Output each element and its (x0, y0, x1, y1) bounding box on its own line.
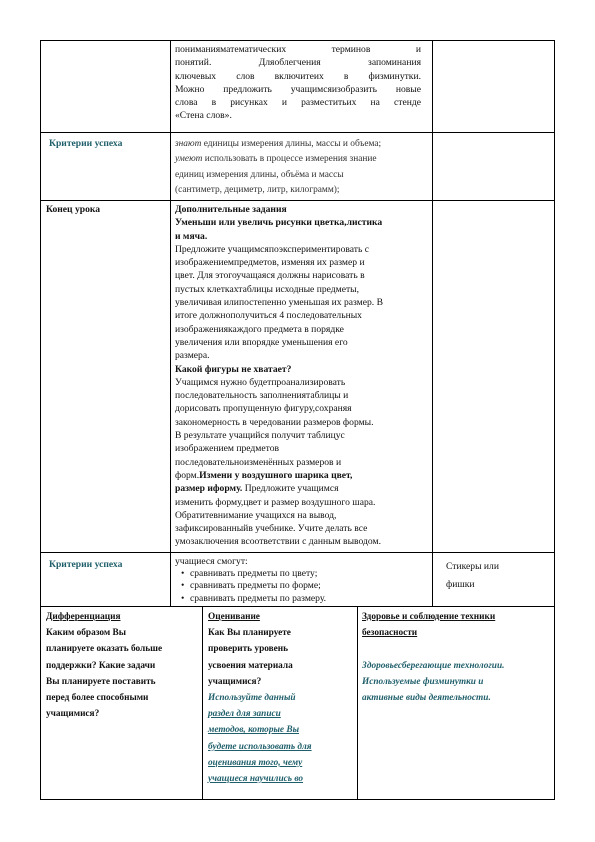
row3-line-text: итоге должнополучиться 4 последовательных (175, 310, 362, 322)
criteria-lead: знают (175, 139, 202, 149)
criteria-lead: умеют (175, 154, 203, 165)
assessment-line: Как Вы планируете (208, 628, 291, 639)
differentiation-title: Дифференциация (46, 612, 121, 622)
row1-content (175, 43, 421, 123)
row3-line (175, 389, 431, 402)
list-item: • сравнивать предметы по цвету; (184, 568, 431, 580)
row3-line-text: Какой фигуры не хватает? (175, 363, 292, 375)
row1-line: «Стена слов». (175, 110, 232, 122)
row3-line-text: закономерность в чередовании размеров формы. (175, 416, 374, 428)
criteria-bullet-list (175, 568, 431, 605)
criteria-rest: (сантиметр, дециметр, литр, килограмм); (175, 185, 340, 196)
table-bottom-border (40, 799, 555, 800)
row3-line-text: размера. (175, 350, 210, 362)
differentiation-line: поддержки? Какие задачи (46, 660, 156, 671)
criteria-rest: единиц измерения длины, объёма и массы (175, 169, 344, 180)
row3-line (175, 535, 431, 548)
criteria-line (175, 183, 431, 198)
list-item: • сравнивать предметы по размеру. (184, 593, 431, 605)
row-separator-1 (40, 132, 555, 133)
row3-line-text: изображением предметов (175, 443, 280, 455)
row3-line-text: Обратитевнимание учащихся на вывод, (175, 509, 337, 521)
row1-line: ключевых слов включитеих в физминутки. (175, 70, 421, 82)
row3-line (175, 363, 431, 376)
assessment-italic-line: оценивания того, чему (208, 757, 303, 768)
row3-line (175, 496, 431, 509)
row3-line (175, 482, 431, 495)
differentiation-line: Вы планируете поставить (46, 676, 156, 687)
assessment-italic-line: учащиеся научились во (208, 774, 303, 785)
criteria-rest: единицы измерения длины, массы и объема; (201, 139, 382, 149)
row-separator-3 (40, 552, 555, 553)
row3-line (175, 256, 431, 269)
assessment-italic-line: будете использовать для (208, 741, 312, 752)
row3-line (175, 429, 431, 442)
assessment-title: Оценивание (208, 612, 260, 622)
health-italic-line: активные виды деятельности. (362, 693, 491, 704)
row3-line (175, 336, 431, 349)
differentiation-line: перед более способными (46, 693, 149, 704)
row1-line: пониманияматематических терминов и (175, 44, 421, 55)
health-italic-line: Здоровьесберегающие технологии. (362, 660, 505, 671)
row3-line (175, 469, 431, 482)
row3-content (175, 203, 431, 549)
assessment-line: учащимися? (208, 676, 262, 687)
row3-line-text: В результате учащийся получит таблицус (175, 430, 345, 442)
health-title-line: Здоровье и соблюдение техники (362, 612, 496, 622)
row4-label: Критерии успеха (49, 559, 123, 570)
assessment-cell (208, 609, 354, 787)
resource-line: фишки (446, 579, 475, 590)
row3-line (175, 269, 431, 282)
row3-line (175, 402, 431, 415)
row3-line-text: умозаключения всоответствии с данным выводом. (175, 536, 381, 548)
differentiation-line: планируете оказать больше (46, 644, 163, 655)
row3-line-text: увеличения или впорядке уменьшения его (175, 336, 348, 348)
row3-line (175, 309, 431, 322)
row1-line: слова в рисунках и разместитьих на стенде (175, 97, 421, 109)
row3-line-text: размер иформу. (175, 483, 243, 495)
criteria-line (175, 168, 431, 183)
row2-content (175, 137, 431, 199)
row3-line (175, 230, 431, 243)
table-right-border (554, 40, 555, 800)
row3-line-text: Уменьши или увеличь рисунки цветка,листика (175, 217, 383, 229)
row3-line-text: зафиксированныйв учебнике. Учите делать все (175, 523, 368, 535)
row1-line: Можно предложить учащимсяизобразить новые (175, 83, 421, 95)
assessment-line: проверить уровень (208, 644, 289, 655)
differentiation-line: Каким образом Вы (46, 628, 127, 639)
assessment-line: усвоения материала (208, 660, 293, 671)
row3-line-text: и мяча. (175, 230, 208, 242)
row3-line-tail: Предложите учащимся (242, 483, 339, 495)
row3-line-text: изображениякаждого предмета в порядке (175, 323, 344, 335)
row3-line-text: пустых клеткахтаблицы исходные предметы, (175, 283, 360, 295)
row3-line (175, 323, 431, 336)
row3-line (175, 509, 431, 522)
row2-label: Критерии успеха (49, 138, 123, 149)
row-separator-2 (40, 200, 555, 201)
row3-line-text: Предложите учащимсяпоэкспериментировать с (175, 243, 370, 255)
health-safety-cell (362, 609, 550, 706)
assessment-italic-line: методов, которые Вы (208, 725, 300, 736)
row3-label: Конец урока (46, 204, 101, 215)
row3-line-text: увеличивая илипостепенно уменьшая их размер. В (175, 297, 383, 309)
criteria-line (175, 137, 431, 152)
row3-line (175, 416, 431, 429)
row3-line (175, 376, 431, 389)
criteria-rest: использовать в процессе измерения знание (202, 154, 377, 165)
row4-intro: учащиеся смогут: (175, 556, 248, 567)
resource-line: Стикеры или (446, 561, 499, 572)
row3-line-text: изменить форму,цвет и размер воздушного шара. (175, 496, 376, 508)
row3-line (175, 442, 431, 455)
list-item: • сравнивать предметы по форме; (184, 580, 431, 592)
row3-line-text: дорисовать пропущенную фигуру,сохраняя (175, 403, 352, 415)
differentiation-cell (46, 609, 198, 722)
bottom-divider-2 (357, 606, 358, 800)
row3-line (175, 296, 431, 309)
assessment-italic-line: раздел для записи (208, 709, 281, 720)
row4-resources (446, 558, 550, 594)
row-separator-4 (40, 606, 555, 607)
row3-line-text: последовательность заполнениятаблицы и (175, 390, 349, 402)
health-title-line: безопасности (362, 628, 418, 639)
row3-line (175, 522, 431, 535)
criteria-line (175, 152, 431, 167)
differentiation-line: учащимися? (46, 709, 100, 720)
row3-lines (175, 216, 431, 548)
table-left-border (40, 40, 41, 800)
row3-line-text: изображениемпредметов, изменяя их размер и (175, 257, 365, 269)
row3-line (175, 216, 431, 229)
row3-line (175, 283, 431, 296)
row3-line (175, 349, 431, 362)
table-top-border (40, 40, 555, 41)
row3-heading: Дополнительные задания (175, 204, 287, 215)
assessment-italic-line: Используйте данный (208, 693, 296, 704)
row3-line (175, 456, 431, 469)
column-divider-1 (170, 40, 171, 606)
row3-line-tail: Измени у воздушного шарика цвет, (199, 469, 353, 481)
row4-content (175, 556, 431, 605)
bottom-divider-1 (202, 606, 203, 800)
row3-line-text: цвет. Для этогоучащаяся должны нарисовать в (175, 270, 365, 282)
column-divider-2 (432, 40, 433, 606)
spacer (362, 641, 550, 657)
row3-line-text: Учащимся нужно будетпроанализировать (175, 376, 346, 388)
health-italic-line: Используемые физминутки и (362, 676, 484, 687)
row3-line-text: форм. (175, 469, 200, 481)
row1-line: понятий. Дляоблегчения запоминания (175, 57, 421, 69)
row3-line-text: последовательноизменённых размеров и (175, 456, 342, 468)
row3-line (175, 243, 431, 256)
